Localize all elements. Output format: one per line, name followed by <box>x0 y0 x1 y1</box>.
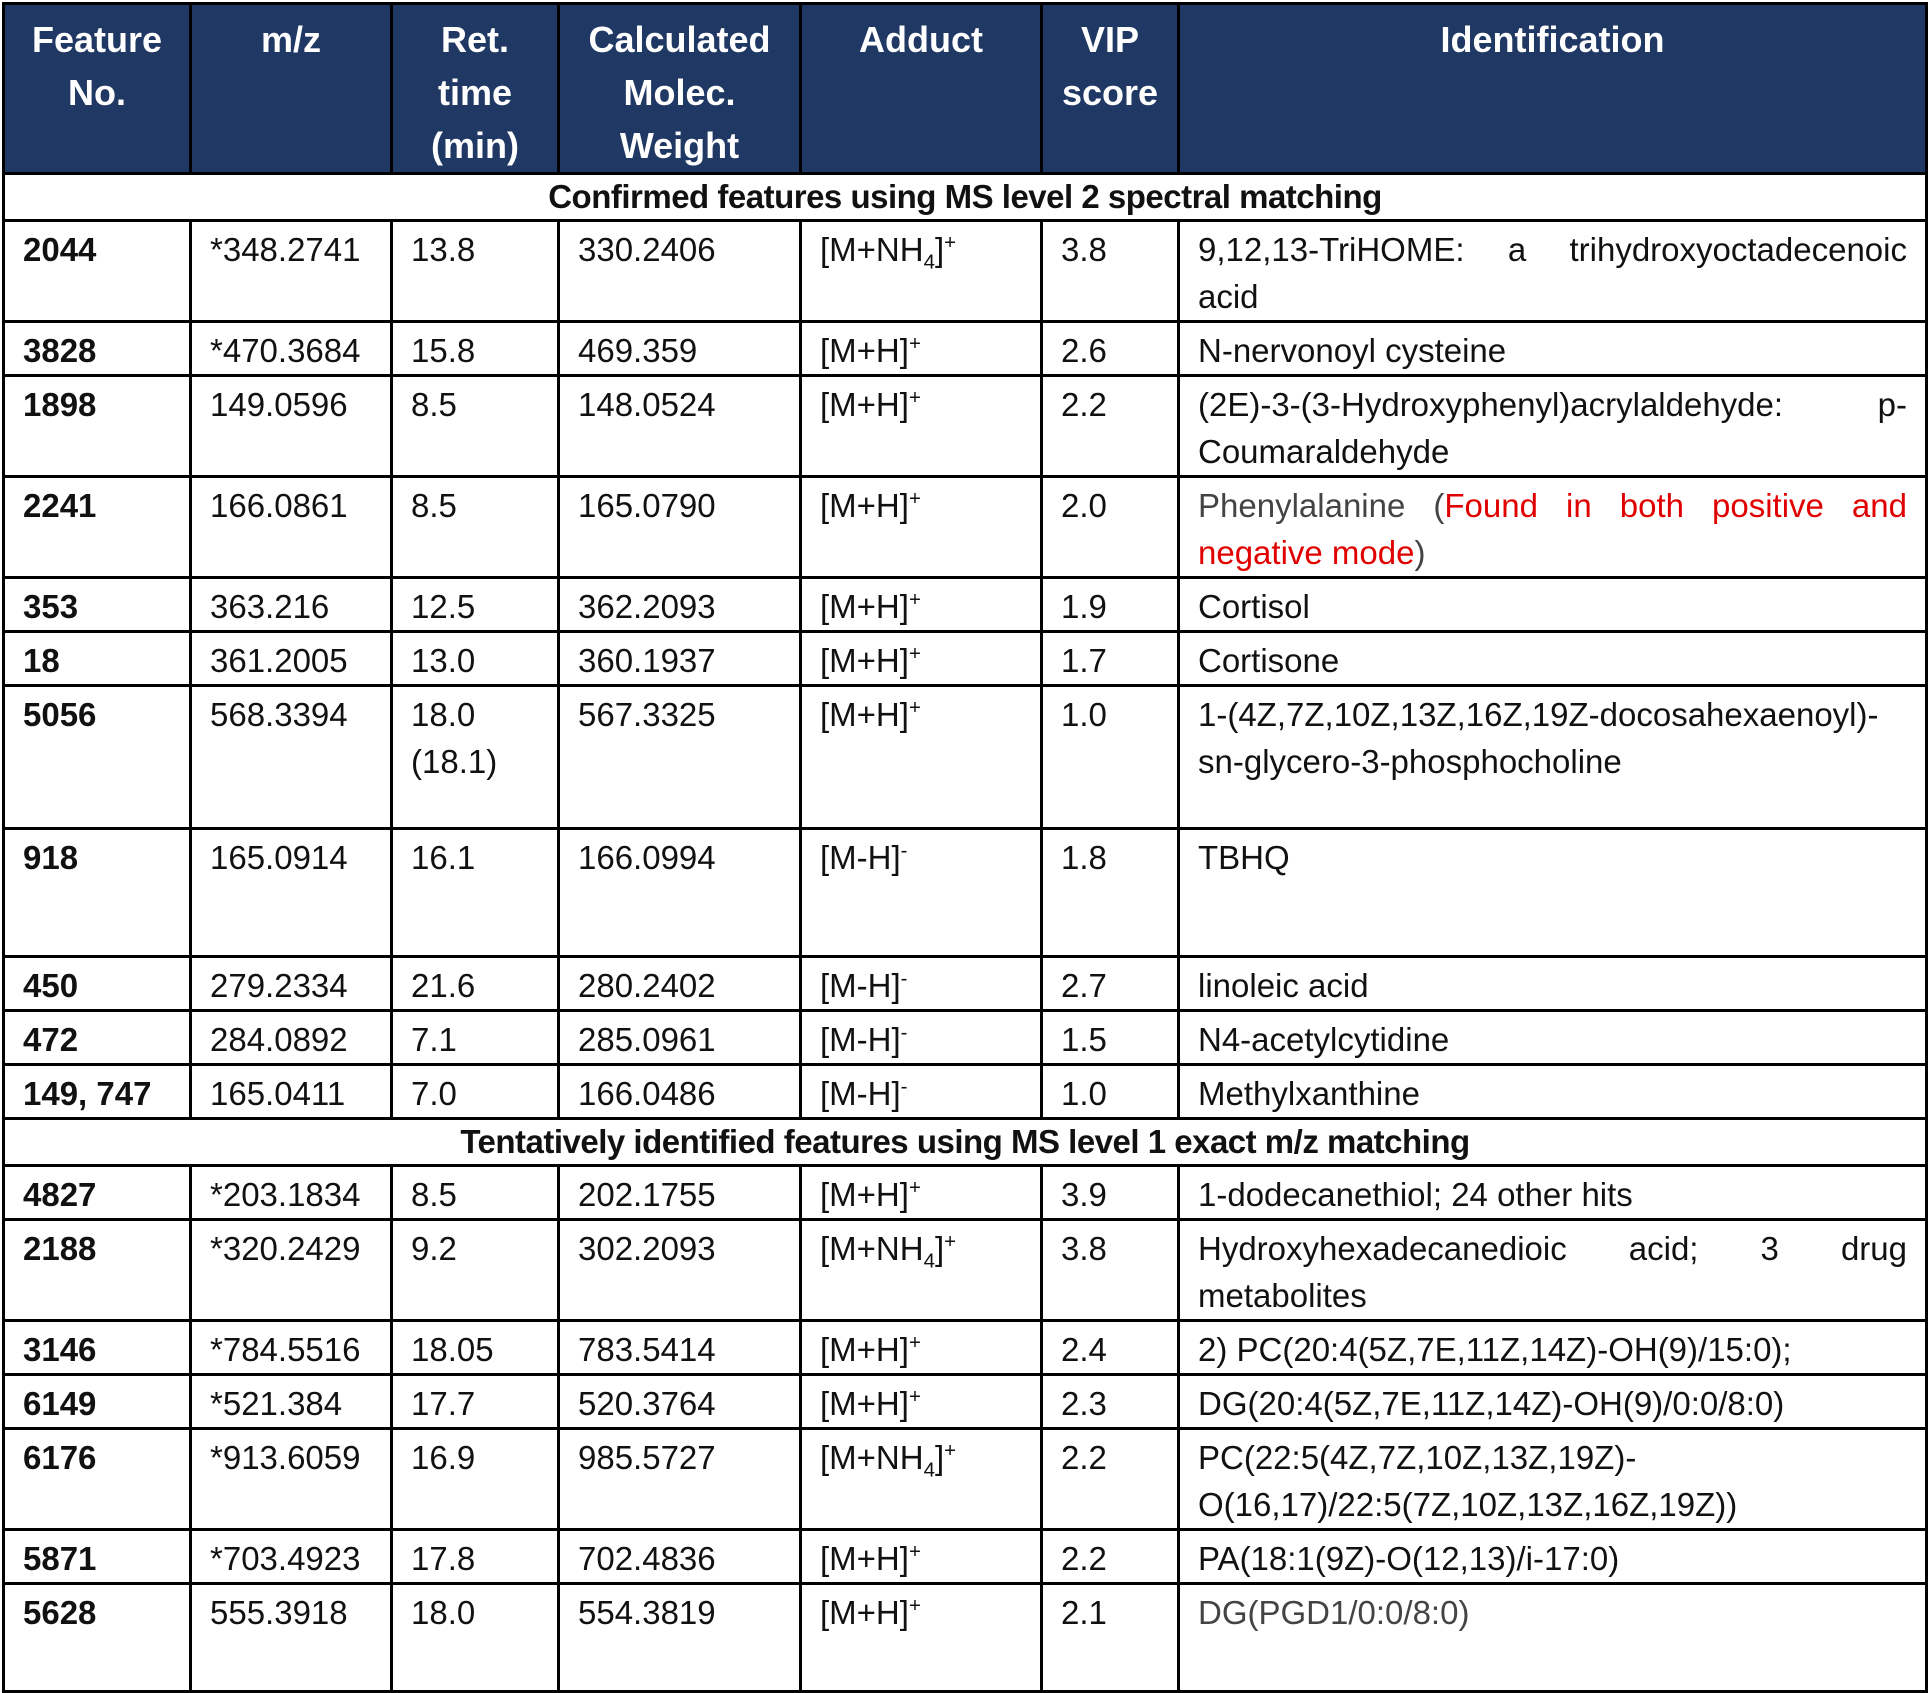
identification-text: Methylxanthine <box>1198 1075 1420 1112</box>
table-row <box>4 578 1927 632</box>
cell-mz: *913.6059 <box>191 1429 392 1530</box>
cell-mz: 279.2334 <box>191 957 392 1011</box>
identification-text: 2) PC(20:4(5Z,7E,11Z,14Z)-OH(9)/15:0); <box>1198 1331 1792 1368</box>
ret-time-value: 17.7 <box>411 1385 476 1422</box>
cell-ret-time <box>392 686 559 829</box>
cell-mz: 165.0411 <box>191 1065 392 1119</box>
cell-mz: *784.5516 <box>191 1321 392 1375</box>
header-identification: Identification <box>1179 4 1927 174</box>
cell-identification <box>1179 578 1927 632</box>
identification-text: Hydroxyhexadecanedioic acid; 3 drug metabolites <box>1198 1230 1907 1314</box>
cell-feature-no: 18 <box>4 632 191 686</box>
cell-feature-no: 2241 <box>4 477 191 578</box>
adduct-charge: + <box>908 487 921 510</box>
adduct-base: [M+H] <box>820 332 909 369</box>
section-row-tentative <box>4 1119 1927 1166</box>
identification-text: TBHQ <box>1198 839 1290 876</box>
cell-feature-no: 450 <box>4 957 191 1011</box>
cell-identification <box>1179 1220 1927 1321</box>
identification-text: linoleic acid <box>1198 967 1369 1004</box>
cell-calc-mw: 166.0486 <box>559 1065 801 1119</box>
cell-calc-mw: 469.359 <box>559 322 801 376</box>
cell-ret-time <box>392 221 559 322</box>
cell-calc-mw: 360.1937 <box>559 632 801 686</box>
adduct-base: [M+H] <box>820 1176 909 1213</box>
cell-vip: 2.6 <box>1042 322 1179 376</box>
table-container <box>2 2 1925 1693</box>
cell-adduct <box>801 632 1042 686</box>
identification-text-cont: sn-glycero-3-phosphocholine <box>1198 743 1622 780</box>
cell-adduct <box>801 1321 1042 1375</box>
cell-calc-mw: 302.2093 <box>559 1220 801 1321</box>
ret-time-value: 16.9 <box>411 1439 476 1476</box>
cell-feature-no: 149, 747 <box>4 1065 191 1119</box>
cell-identification <box>1179 1321 1927 1375</box>
table-row <box>4 322 1927 376</box>
ret-time-value: 9.2 <box>411 1230 457 1267</box>
header-ret-time: Ret. time (min) <box>392 4 559 174</box>
cell-mz: 284.0892 <box>191 1011 392 1065</box>
cell-mz: 166.0861 <box>191 477 392 578</box>
identification-text: 9,12,13-TriHOME: a trihydroxyoctadecenoic acid <box>1198 231 1907 315</box>
features-table <box>2 2 1928 1693</box>
cell-adduct <box>801 1011 1042 1065</box>
ret-time-value: 7.1 <box>411 1021 457 1058</box>
adduct-base: [M+NH <box>820 231 924 268</box>
cell-mz: 555.3918 <box>191 1584 392 1692</box>
cell-feature-no: 4827 <box>4 1166 191 1220</box>
cell-adduct <box>801 1220 1042 1321</box>
cell-vip: 2.2 <box>1042 1530 1179 1584</box>
adduct-close: ] <box>934 1230 945 1267</box>
adduct-charge: + <box>908 696 921 719</box>
cell-vip: 1.5 <box>1042 1011 1179 1065</box>
table-row <box>4 221 1927 322</box>
cell-mz: *703.4923 <box>191 1530 392 1584</box>
adduct-base: [M-H] <box>820 839 901 876</box>
adduct-subscript: 4 <box>923 1458 935 1482</box>
cell-feature-no: 3146 <box>4 1321 191 1375</box>
identification-text: 1-dodecanethiol; 24 other hits <box>1198 1176 1633 1213</box>
identification-text: 1-(4Z,7Z,10Z,13Z,16Z,19Z-docosahexaenoyl)- <box>1198 696 1879 733</box>
cell-feature-no: 2188 <box>4 1220 191 1321</box>
section-title-tentative: Tentatively identified features using MS level 1 exact m/z matching <box>4 1119 1927 1166</box>
adduct-base: [M+H] <box>820 642 909 679</box>
ret-time-value: 18.0 <box>411 696 476 733</box>
cell-identification <box>1179 477 1927 578</box>
identification-paren-close: ) <box>1414 534 1426 571</box>
cell-identification <box>1179 1375 1927 1429</box>
cell-identification <box>1179 221 1927 322</box>
cell-calc-mw: 202.1755 <box>559 1166 801 1220</box>
adduct-charge: + <box>908 642 921 665</box>
adduct-base: [M-H] <box>820 1075 901 1112</box>
adduct-charge: - <box>900 967 908 990</box>
cell-ret-time <box>392 376 559 477</box>
identification-text: Phenylalanine <box>1198 487 1406 524</box>
section-title-confirmed: Confirmed features using MS level 2 spectral matching <box>4 174 1927 221</box>
table-row <box>4 1220 1927 1321</box>
cell-calc-mw: 985.5727 <box>559 1429 801 1530</box>
table-row <box>4 1065 1927 1119</box>
cell-identification <box>1179 1429 1927 1530</box>
cell-adduct <box>801 1166 1042 1220</box>
cell-adduct <box>801 829 1042 957</box>
cell-identification <box>1179 1011 1927 1065</box>
cell-feature-no: 6149 <box>4 1375 191 1429</box>
table-row <box>4 477 1927 578</box>
cell-calc-mw: 165.0790 <box>559 477 801 578</box>
ret-time-value: 8.5 <box>411 1176 457 1213</box>
cell-vip: 1.0 <box>1042 1065 1179 1119</box>
table-row <box>4 1584 1927 1692</box>
cell-identification <box>1179 829 1927 957</box>
header-row <box>4 4 1927 174</box>
cell-vip: 2.3 <box>1042 1375 1179 1429</box>
cell-adduct <box>801 221 1042 322</box>
ret-time-value: 21.6 <box>411 967 476 1004</box>
adduct-charge: + <box>908 1331 921 1354</box>
adduct-charge: - <box>900 1075 908 1098</box>
cell-identification <box>1179 1530 1927 1584</box>
cell-mz: *203.1834 <box>191 1166 392 1220</box>
cell-feature-no: 5056 <box>4 686 191 829</box>
cell-ret-time <box>392 1530 559 1584</box>
cell-calc-mw: 285.0961 <box>559 1011 801 1065</box>
adduct-charge: + <box>944 231 957 254</box>
cell-identification <box>1179 1584 1927 1692</box>
identification-note: Found in both positive and negative mode <box>1198 487 1907 571</box>
cell-vip: 1.0 <box>1042 686 1179 829</box>
cell-ret-time <box>392 957 559 1011</box>
table-row <box>4 1011 1927 1065</box>
ret-time-value: 18.05 <box>411 1331 494 1368</box>
adduct-charge: + <box>944 1439 957 1462</box>
identification-text-cont: O(16,17)/22:5(7Z,10Z,13Z,16Z,19Z)) <box>1198 1486 1738 1523</box>
cell-feature-no: 3828 <box>4 322 191 376</box>
cell-mz: 363.216 <box>191 578 392 632</box>
cell-ret-time <box>392 322 559 376</box>
header-mz: m/z <box>191 4 392 174</box>
adduct-base: [M+H] <box>820 487 909 524</box>
adduct-close: ] <box>934 231 945 268</box>
cell-calc-mw: 330.2406 <box>559 221 801 322</box>
cell-feature-no: 472 <box>4 1011 191 1065</box>
cell-ret-time <box>392 1220 559 1321</box>
ret-time-value: 8.5 <box>411 386 457 423</box>
cell-ret-time <box>392 578 559 632</box>
cell-calc-mw: 702.4836 <box>559 1530 801 1584</box>
cell-feature-no: 6176 <box>4 1429 191 1530</box>
cell-identification <box>1179 632 1927 686</box>
identification-text: PC(22:5(4Z,7Z,10Z,13Z,19Z)- <box>1198 1439 1637 1476</box>
adduct-charge: + <box>908 588 921 611</box>
identification-paren-open: ( <box>1405 487 1445 524</box>
adduct-base: [M-H] <box>820 1021 901 1058</box>
cell-ret-time <box>392 1321 559 1375</box>
cell-mz: *320.2429 <box>191 1220 392 1321</box>
table-body <box>4 174 1927 1692</box>
cell-vip: 3.8 <box>1042 1220 1179 1321</box>
table-row <box>4 1530 1927 1584</box>
section-row-confirmed <box>4 174 1927 221</box>
table-row <box>4 1166 1927 1220</box>
cell-calc-mw: 280.2402 <box>559 957 801 1011</box>
cell-ret-time <box>392 1011 559 1065</box>
identification-text: Cortisol <box>1198 588 1310 625</box>
cell-ret-time <box>392 632 559 686</box>
cell-feature-no: 353 <box>4 578 191 632</box>
ret-time-value: 8.5 <box>411 487 457 524</box>
cell-ret-time <box>392 1375 559 1429</box>
identification-text: Cortisone <box>1198 642 1340 679</box>
adduct-subscript: 4 <box>923 250 935 274</box>
table-row <box>4 1321 1927 1375</box>
adduct-subscript: 4 <box>923 1249 935 1273</box>
adduct-base: [M+H] <box>820 696 909 733</box>
adduct-charge: + <box>908 1540 921 1563</box>
cell-calc-mw: 567.3325 <box>559 686 801 829</box>
ret-time-value: 13.0 <box>411 642 476 679</box>
cell-calc-mw: 554.3819 <box>559 1584 801 1692</box>
cell-adduct <box>801 686 1042 829</box>
cell-ret-time <box>392 1166 559 1220</box>
cell-calc-mw: 362.2093 <box>559 578 801 632</box>
adduct-base: [M-H] <box>820 967 901 1004</box>
cell-mz: *470.3684 <box>191 322 392 376</box>
cell-ret-time <box>392 477 559 578</box>
adduct-base: [M+H] <box>820 1594 909 1631</box>
cell-vip: 1.8 <box>1042 829 1179 957</box>
cell-vip: 2.1 <box>1042 1584 1179 1692</box>
cell-ret-time <box>392 1065 559 1119</box>
table-row <box>4 829 1927 957</box>
cell-mz: *348.2741 <box>191 221 392 322</box>
cell-feature-no: 1898 <box>4 376 191 477</box>
adduct-charge: + <box>908 1594 921 1617</box>
cell-mz: 165.0914 <box>191 829 392 957</box>
cell-feature-no: 5628 <box>4 1584 191 1692</box>
cell-vip: 3.8 <box>1042 221 1179 322</box>
adduct-base: [M+H] <box>820 1385 909 1422</box>
cell-vip: 2.0 <box>1042 477 1179 578</box>
identification-text: DG(20:4(5Z,7E,11Z,14Z)-OH(9)/0:0/8:0) <box>1198 1385 1785 1422</box>
cell-feature-no: 5871 <box>4 1530 191 1584</box>
cell-vip: 1.9 <box>1042 578 1179 632</box>
cell-adduct <box>801 1429 1042 1530</box>
adduct-charge: + <box>908 332 921 355</box>
ret-time-value: 12.5 <box>411 588 476 625</box>
adduct-base: [M+H] <box>820 386 909 423</box>
ret-time-value: 15.8 <box>411 332 476 369</box>
header-vip: VIP score <box>1042 4 1179 174</box>
identification-text: N4-acetylcytidine <box>1198 1021 1450 1058</box>
cell-ret-time <box>392 1584 559 1692</box>
adduct-base: [M+H] <box>820 1331 909 1368</box>
cell-identification <box>1179 376 1927 477</box>
cell-feature-no: 918 <box>4 829 191 957</box>
cell-mz: 568.3394 <box>191 686 392 829</box>
adduct-base: [M+NH <box>820 1439 924 1476</box>
ret-time-value: 17.8 <box>411 1540 476 1577</box>
table-row <box>4 957 1927 1011</box>
adduct-charge: - <box>900 839 908 862</box>
cell-vip: 3.9 <box>1042 1166 1179 1220</box>
ret-time-value: 18.0 <box>411 1594 476 1631</box>
identification-text: (2E)-3-(3-Hydroxyphenyl)acrylaldehyde: p-Coumaraldehyde <box>1198 386 1907 470</box>
identification-text: DG(PGD1/0:0/8:0) <box>1198 1594 1470 1631</box>
table-row <box>4 1429 1927 1530</box>
cell-mz: 361.2005 <box>191 632 392 686</box>
table-header <box>4 4 1927 174</box>
cell-feature-no: 2044 <box>4 221 191 322</box>
table-row <box>4 376 1927 477</box>
cell-calc-mw: 148.0524 <box>559 376 801 477</box>
cell-adduct <box>801 477 1042 578</box>
cell-ret-time <box>392 1429 559 1530</box>
cell-calc-mw: 520.3764 <box>559 1375 801 1429</box>
ret-time-alt: (18.1) <box>411 743 498 780</box>
identification-text: N-nervonoyl cysteine <box>1198 332 1507 369</box>
adduct-charge: + <box>944 1230 957 1253</box>
cell-identification <box>1179 957 1927 1011</box>
cell-identification <box>1179 322 1927 376</box>
adduct-base: [M+H] <box>820 1540 909 1577</box>
cell-adduct <box>801 376 1042 477</box>
cell-mz: *521.384 <box>191 1375 392 1429</box>
cell-vip: 2.2 <box>1042 1429 1179 1530</box>
cell-identification <box>1179 1166 1927 1220</box>
ret-time-value: 13.8 <box>411 231 476 268</box>
adduct-charge: + <box>908 1385 921 1408</box>
cell-adduct <box>801 322 1042 376</box>
cell-identification <box>1179 1065 1927 1119</box>
cell-adduct <box>801 1584 1042 1692</box>
adduct-charge: + <box>908 386 921 409</box>
adduct-close: ] <box>934 1439 945 1476</box>
ret-time-value: 7.0 <box>411 1075 457 1112</box>
header-adduct: Adduct <box>801 4 1042 174</box>
adduct-base: [M+NH <box>820 1230 924 1267</box>
cell-calc-mw: 783.5414 <box>559 1321 801 1375</box>
adduct-charge: - <box>900 1021 908 1044</box>
cell-identification <box>1179 686 1927 829</box>
cell-adduct <box>801 578 1042 632</box>
cell-vip: 2.2 <box>1042 376 1179 477</box>
header-calc-mw: Calculated Molec. Weight <box>559 4 801 174</box>
table-row <box>4 1375 1927 1429</box>
cell-calc-mw: 166.0994 <box>559 829 801 957</box>
cell-adduct <box>801 1375 1042 1429</box>
header-feature-no: Feature No. <box>4 4 191 174</box>
cell-adduct <box>801 957 1042 1011</box>
table-row <box>4 632 1927 686</box>
cell-vip: 1.7 <box>1042 632 1179 686</box>
cell-vip: 2.4 <box>1042 1321 1179 1375</box>
identification-text: PA(18:1(9Z)-O(12,13)/i-17:0) <box>1198 1540 1620 1577</box>
cell-adduct <box>801 1530 1042 1584</box>
adduct-charge: + <box>908 1176 921 1199</box>
cell-vip: 2.7 <box>1042 957 1179 1011</box>
table-row <box>4 686 1927 829</box>
cell-ret-time <box>392 829 559 957</box>
ret-time-value: 16.1 <box>411 839 476 876</box>
adduct-base: [M+H] <box>820 588 909 625</box>
cell-mz: 149.0596 <box>191 376 392 477</box>
cell-adduct <box>801 1065 1042 1119</box>
